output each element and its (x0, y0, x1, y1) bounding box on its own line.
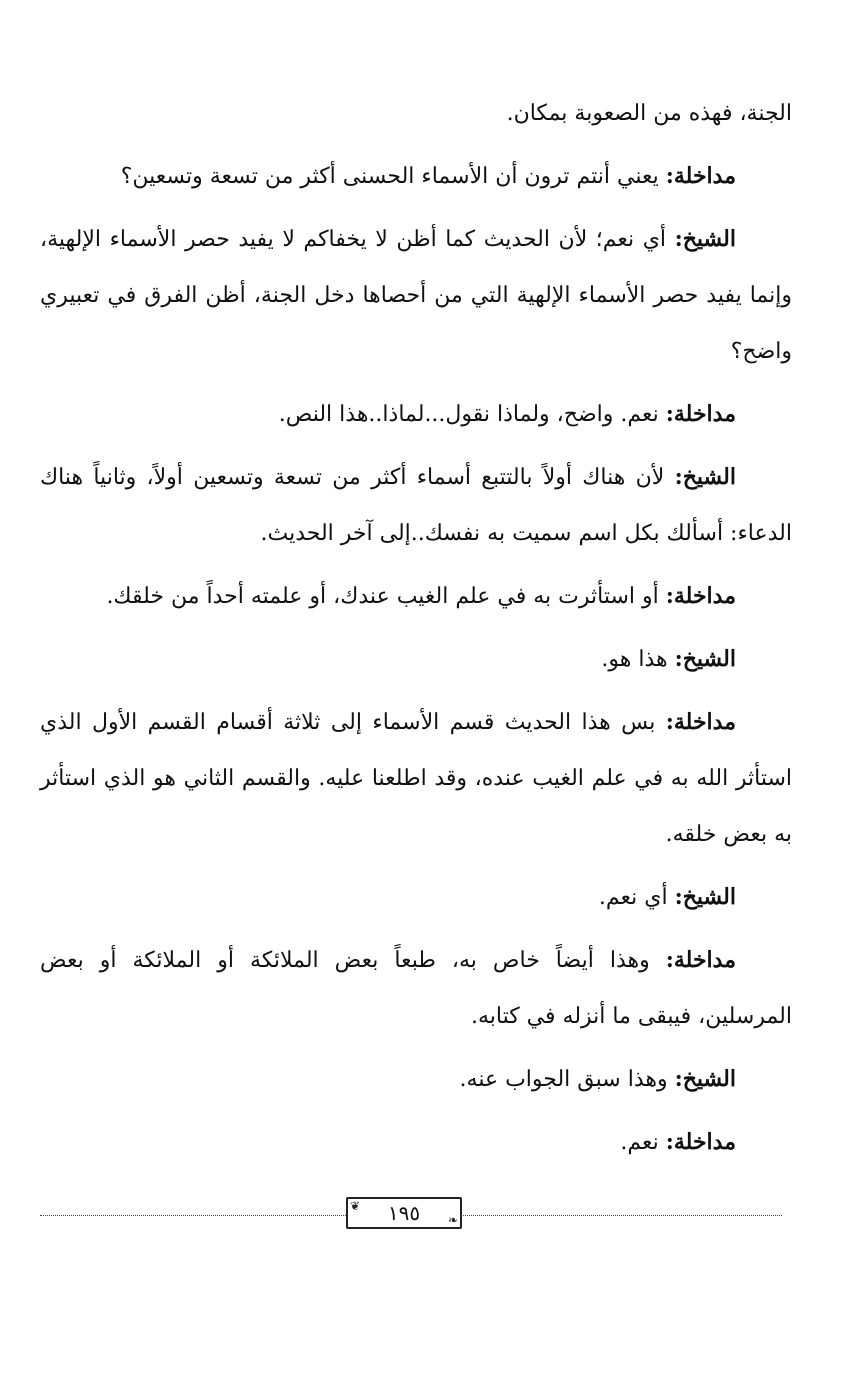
page-number: ١٩٥ (387, 1201, 421, 1225)
paragraph-text: بس هذا الحديث قسم الأسماء إلى ثلاثة أقسام القسم الأول الذي استأثر الله به في علم الغيب عنده، وقد اطلعنا عليه. والقسم الثاني هو الذي استأثر به بعض خلقه. (40, 710, 792, 847)
corner-ornament-icon: ❧ (447, 1213, 458, 1227)
paragraph (40, 694, 792, 863)
speaker-label: الشيخ: (674, 646, 736, 672)
page-footer (40, 1195, 782, 1235)
paragraph-text: يعني أنتم ترون أن الأسماء الحسنى أكثر من تسعة وتسعين؟ (120, 164, 666, 189)
paragraph-text: نعم. واضح، ولماذا نقول...لماذا..هذا النص. (278, 402, 666, 427)
corner-ornament-icon: ❦ (350, 1199, 361, 1213)
paragraph-text: أو استأثرت به في علم الغيب عندك، أو علمته أحداً من خلقك. (106, 584, 666, 609)
paragraph (40, 1051, 792, 1108)
paragraph (40, 211, 792, 380)
page-body (40, 86, 792, 1177)
speaker-label: الشيخ: (674, 226, 736, 252)
paragraph (40, 869, 792, 926)
speaker-label: الشيخ: (674, 1066, 736, 1092)
speaker-label: مداخلة: (665, 583, 736, 609)
paragraph-text: أي نعم. (598, 885, 675, 910)
speaker-label: الشيخ: (674, 464, 736, 490)
page-number-frame (346, 1197, 462, 1229)
paragraph-text: أي نعم؛ لأن الحديث كما أظن لا يخفاكم لا يفيد حصر الأسماء الإلهية، وإنما يفيد حصر الأسماء الإلهية التي من أحصاها دخل الجنة، أظن الفرق في تعبيري واضح؟ (40, 227, 792, 364)
paragraph-text: لأن هناك أولاً بالتتبع أسماء أكثر من تسعة وتسعين أولاً، وثانياً هناك الدعاء: أسألك بكل اسم سميت به نفسك..إلى آخر الحديث. (40, 465, 792, 546)
speaker-label: مداخلة: (665, 163, 736, 189)
speaker-label: الشيخ: (674, 884, 736, 910)
paragraph-text: وهذا أيضاً خاص به، طبعاً بعض الملائكة أو الملائكة أو بعض المرسلين، فيبقى ما أنزله في كتابه. (40, 948, 792, 1029)
paragraph (40, 449, 792, 562)
speaker-label: مداخلة: (665, 401, 736, 427)
paragraph-text: نعم. (620, 1130, 666, 1155)
paragraph-text: الجنة، فهذه من الصعوبة بمكان. (506, 101, 792, 126)
speaker-label: مداخلة: (665, 709, 736, 735)
paragraph (40, 1114, 792, 1171)
speaker-label: مداخلة: (665, 1129, 736, 1155)
paragraph (40, 148, 792, 205)
paragraph-text: هذا هو. (601, 647, 675, 672)
paragraph (40, 932, 792, 1045)
paragraph (40, 568, 792, 625)
paragraph-text: وهذا سبق الجواب عنه. (459, 1067, 675, 1092)
paragraph (40, 631, 792, 688)
speaker-label: مداخلة: (665, 947, 736, 973)
paragraph (40, 386, 792, 443)
paragraph (40, 86, 792, 142)
